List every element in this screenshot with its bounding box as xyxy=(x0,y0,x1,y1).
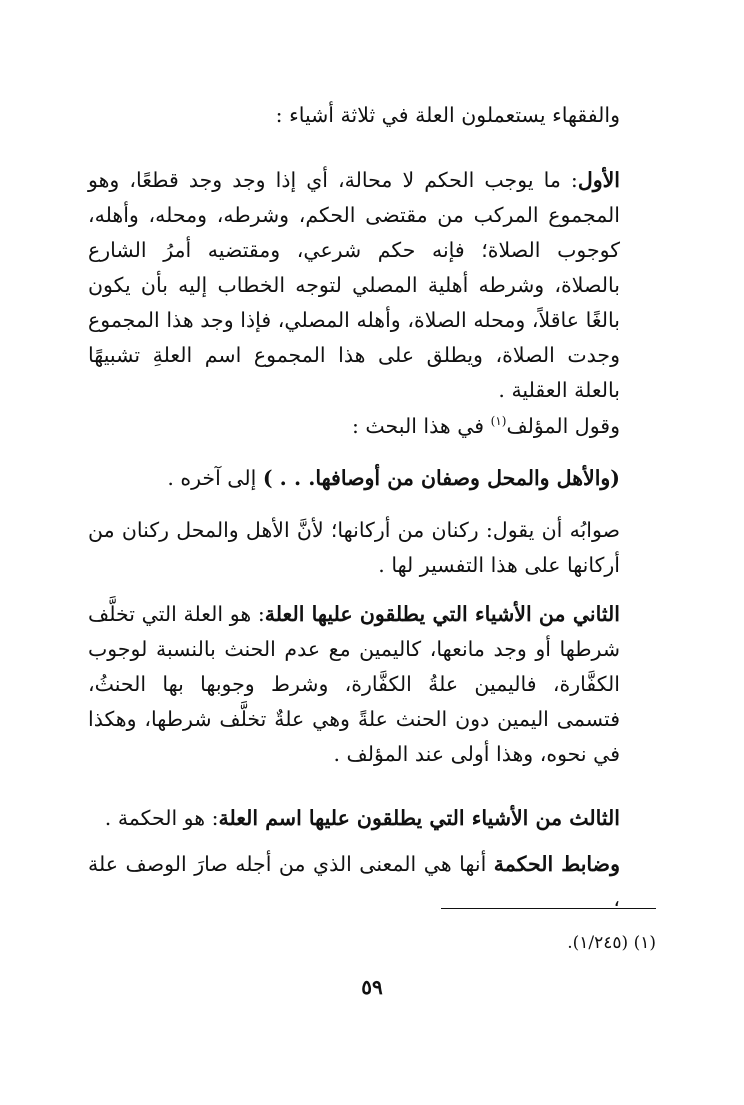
footnote xyxy=(567,930,656,956)
paragraph-wisdom xyxy=(88,847,620,917)
quote-rest: إلى آخره . xyxy=(167,466,263,490)
footnote-text: (١) (١/٢٤٥). xyxy=(567,933,656,953)
first-text: : ما يوجب الحكم لا محالة، أي إذا وجد وجد قطعًا، وهو المجموع المركب من مقتضى الحكم، وشرطه، ومحله، وأهله، كوجوب الصلاة؛ فإنه حكم شرعي، ومقتضيه أمرُ الشارع بالصلاة، وشرطه أهلية المصلي لتوجه الخطاب إليه بأن يكون بالغًا عاقلاً، ومحله الصلاة، وأهله المصلي، فإذا وجد هذا المجموع وجدت الصلاة، ويطلق على هذا المجموع اسم العلةِ تشبيهًا بالعلة العقلية . xyxy=(88,168,620,402)
third-text: : هو الحكمة . xyxy=(104,806,219,830)
footnote-divider xyxy=(441,908,656,909)
paragraph-second xyxy=(88,597,620,772)
paragraph-quote xyxy=(88,461,620,496)
paragraph-third xyxy=(88,801,620,836)
paragraph-author-quote xyxy=(88,404,620,444)
author-quote-text-before: وقول المؤلف xyxy=(506,413,620,438)
third-lead-rest: من الأشياء التي يطلقون عليها اسم العلة xyxy=(218,806,570,830)
paragraph-correction xyxy=(88,513,620,583)
wisdom-text: أنها هي المعنى الذي من أجله صارَ الوصف علة ، xyxy=(88,852,620,911)
page-number: ٥٩ xyxy=(361,975,383,999)
second-lead-rest: من الأشياء التي يطلقون عليها العلة xyxy=(264,602,573,626)
quote-bold: (والأهل والمحل وصفان من أوصافها. . . ) xyxy=(262,466,620,490)
intro-text: والفقهاء يستعملون العلة في ثلاثة أشياء : xyxy=(275,103,620,127)
paragraph-first xyxy=(88,163,620,408)
first-lead: الأول xyxy=(577,168,620,192)
correction-text: صوابُه أن يقول: ركنان من أركانها؛ لأنَّ الأهل والمحل ركنان من أركانها على هذا التفسير لها . xyxy=(88,518,620,577)
third-lead: الثالث xyxy=(569,806,620,830)
footnote-marker: (١) xyxy=(490,414,507,428)
wisdom-lead: وضابط الحكمة xyxy=(493,852,620,876)
author-quote-text-after: في هذا البحث : xyxy=(351,413,491,438)
second-lead: الثاني xyxy=(572,602,620,626)
paragraph-intro xyxy=(88,98,620,133)
second-text: : هو العلة التي تخلَّف شرطها أو وجد مانعها، كاليمين مع عدم الحنث بالنسبة لوجوب الكفَّارة، فاليمين علةُ الكفَّارة، وشرط وجوبها بها الحنثُ، فتسمى اليمين دون الحنث علةً وهي علةٌ تخلَّف شرطها، وهكذا في نحوه، وهذا أولى عند المؤلف . xyxy=(88,602,620,766)
